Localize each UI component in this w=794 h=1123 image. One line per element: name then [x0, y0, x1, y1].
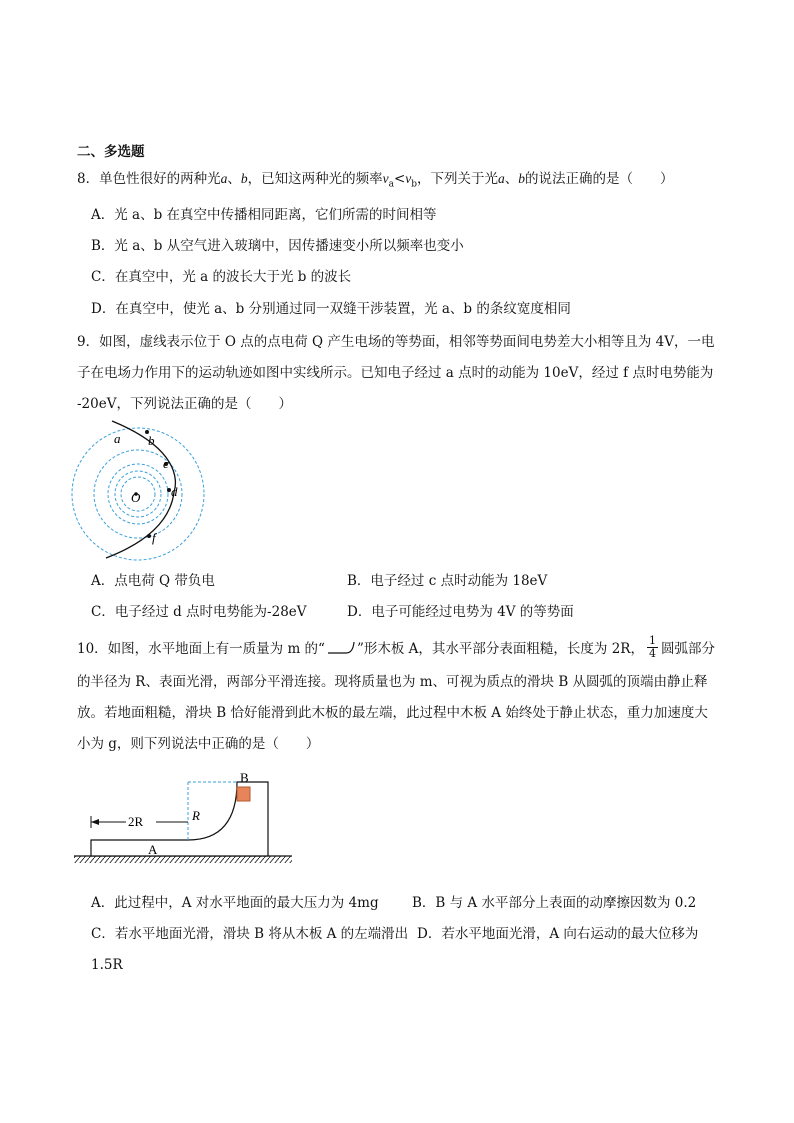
q8-option-d[interactable]: D．在真空中，使光 a、b 分别通过同一双缝干涉装置，光 a、b 的条纹宽度相同 — [91, 301, 571, 317]
q10-option-d[interactable]: D．若水平地面光滑，A 向右运动的最大位移为 — [417, 926, 699, 942]
label-b-block: B — [240, 770, 249, 785]
section-title: 二、多选题 — [77, 144, 145, 160]
q9-figure-equipotential — [70, 420, 220, 570]
q10-option-a[interactable]: A．此过程中，A 对水平地面的最大压力为 4mg — [91, 895, 379, 911]
fraction-quarter — [647, 635, 658, 660]
q10-figure-board — [74, 768, 294, 870]
q10-stem-part: 圆弧部分 — [660, 641, 715, 657]
label-a-board: A — [148, 842, 158, 857]
fraction-denominator: 4 — [648, 646, 656, 660]
q8-stem-part: 8．单色性很好的两种光 — [77, 171, 221, 187]
label-d: d — [171, 484, 178, 499]
label-f: f — [152, 530, 156, 545]
q9-option-c[interactable]: C．电子经过 d 点时电势能为-28eV — [91, 604, 307, 620]
q8-option-b[interactable]: B．光 a、b 从空气进入玻璃中，因传播速变小所以频率也变小 — [91, 238, 464, 254]
label-b: b — [148, 433, 155, 448]
q10-stem-line-1 — [77, 632, 715, 662]
q9-option-b[interactable]: B．电子经过 c 点时动能为 18eV — [347, 573, 548, 589]
q10-stem-line-3: 放。若地面粗糙，滑块 B 恰好能滑到此木板的最左端，此过程中木板 A 始终处于静止状态，重力加速度大 — [77, 705, 708, 721]
ground-hatch — [74, 856, 292, 863]
label-2r: 2R — [128, 814, 144, 829]
arrow-left-icon — [91, 819, 99, 825]
q10-stem-line-2: 的半径为 R、表面光滑，两部分平滑连接。现将质量也为 m、可视为质点的滑块 B 从圆弧的顶端由静止释 — [77, 674, 708, 690]
q9-option-a[interactable]: A．点电荷 Q 带负电 — [91, 573, 215, 589]
q8-stem-part: ，已知这两种光的频率 — [247, 171, 383, 187]
point-f-dot — [147, 534, 151, 538]
q10-option-d-continued: 1.5R — [91, 957, 123, 973]
q9-stem-line-2: 子在电场力作用下的运动轨迹如图中实线所示。已知电子经过 a 点时的动能为 10eV，经过 f 点时电势能为 — [77, 365, 714, 381]
q10-stem-part: 10．如图，水平地面上有一质量为 m 的“ — [77, 641, 325, 657]
label-o: O — [131, 490, 141, 505]
q10-option-b[interactable]: B．B 与 A 水平部分上表面的动摩擦因数为 0.2 — [412, 895, 697, 911]
q9-option-d[interactable]: D．电子可能经过电势为 4V 的等势面 — [347, 604, 574, 620]
q8-option-c[interactable]: C．在真空中，光 a 的波长大于光 b 的波长 — [91, 269, 352, 285]
label-r: R — [192, 808, 200, 823]
fraction-numerator: 1 — [648, 633, 656, 647]
board-shape-icon — [326, 639, 356, 655]
q10-stem-part: ”形木板 A，其水平部分表面粗糙，长度为 2R， — [356, 641, 644, 657]
label-c: c — [163, 456, 169, 471]
q9-stem-line-1: 9．如图，虚线表示位于 O 点的点电荷 Q 产生电场的等势面，相邻等势面间电势差大小相等且为 4V，一电 — [77, 334, 715, 350]
q8-stem-part: ，下列关于光 — [417, 171, 499, 187]
block-b — [237, 787, 250, 801]
q8-stem: 8．单色性很好的两种光a、b，已知这两种光的频率$\nu_a<\nu_b$，下列关于光a、b的说法正确的是（ ） — [77, 171, 674, 190]
label-a: a — [114, 431, 121, 446]
q8-stem-part: 的说法正确的是（ ） — [525, 171, 674, 187]
q10-stem-line-4: 小为 g，则下列说法中正确的是（ ） — [77, 736, 320, 752]
q10-option-c[interactable]: C．若水平地面光滑，滑块 B 将从木板 A 的左端滑出 — [91, 926, 409, 942]
q9-stem-line-3: -20eV，下列说法正确的是（ ） — [77, 396, 292, 412]
q8-option-a[interactable]: A．光 a、b 在真空中传播相同距离，它们所需的时间相等 — [91, 207, 437, 223]
